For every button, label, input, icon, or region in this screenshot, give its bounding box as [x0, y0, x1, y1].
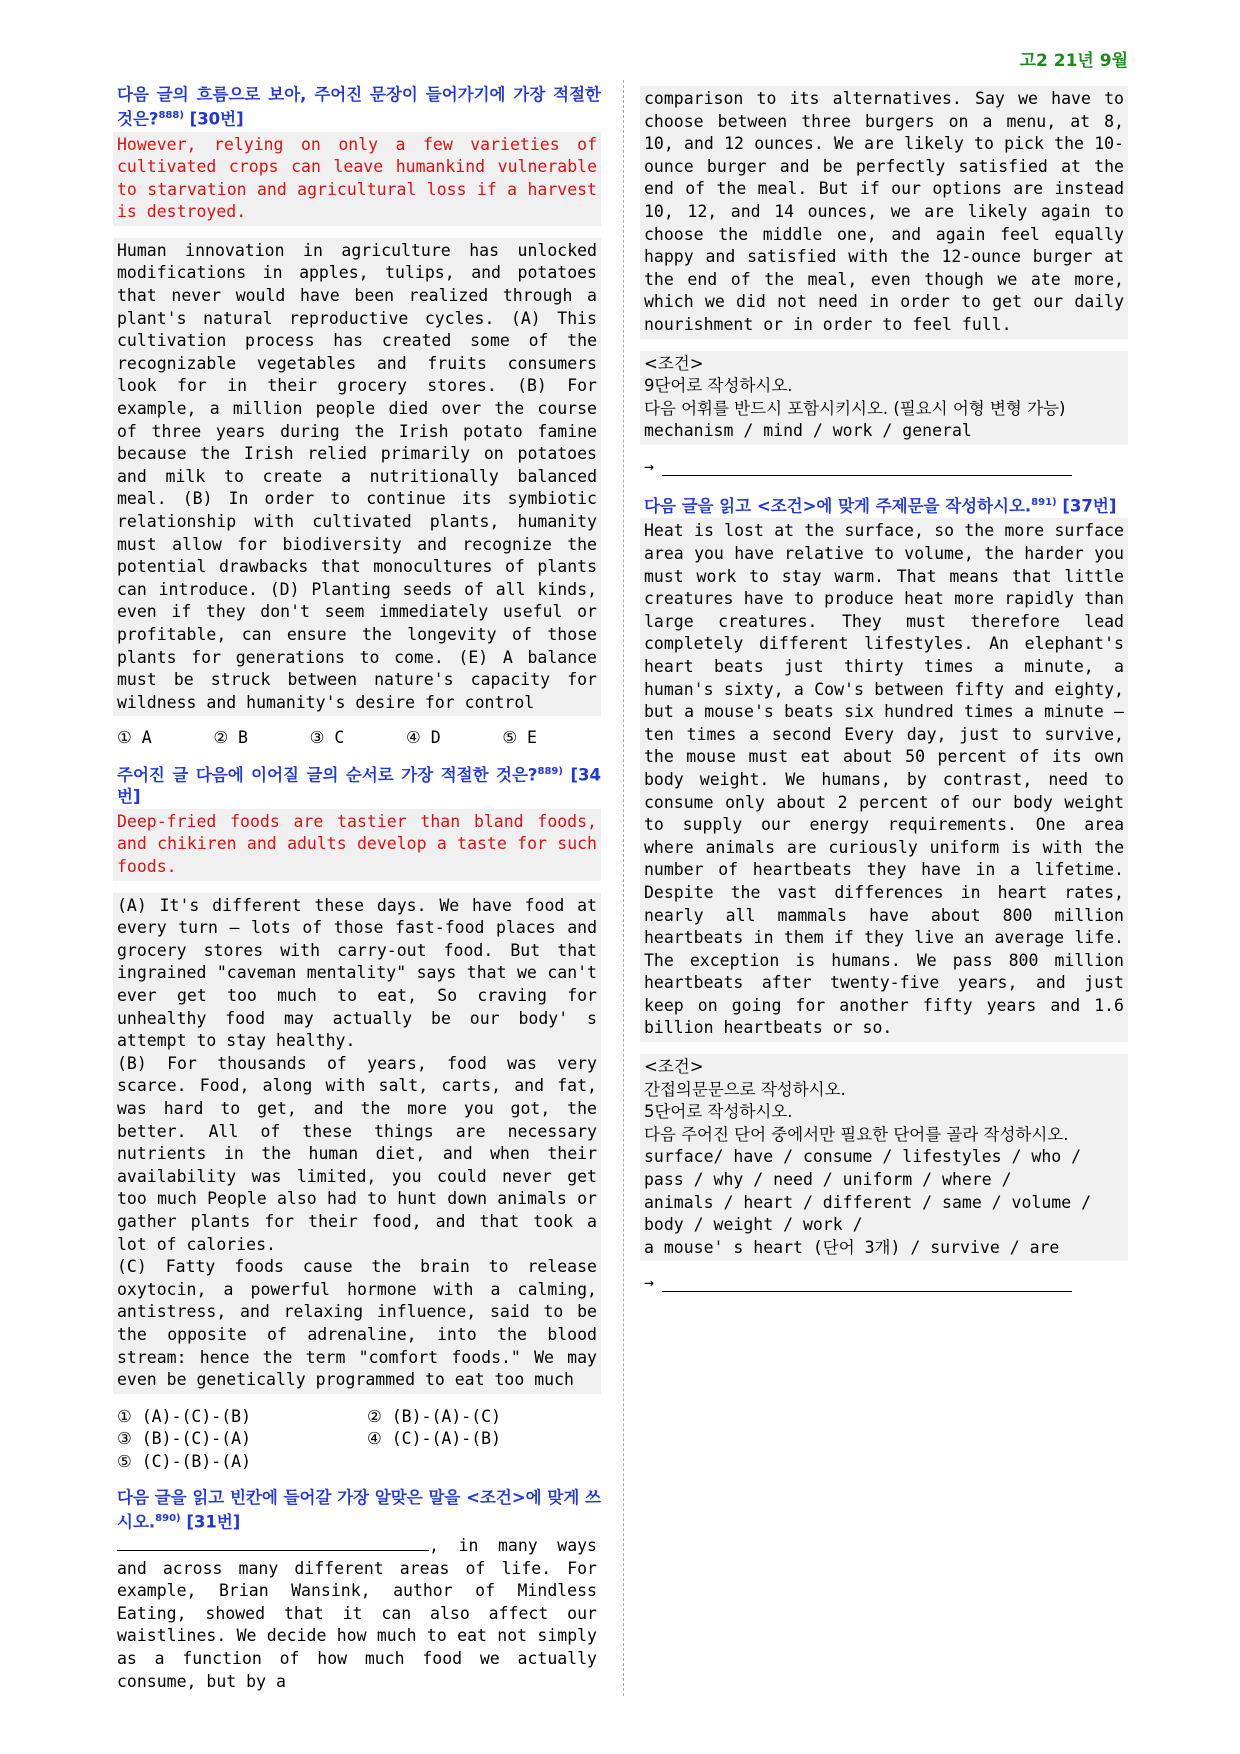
choice-2[interactable]: ② (B)-(A)-(C) [367, 1406, 501, 1426]
question-31-passage-continued: comparison to its alternatives. Say we have to choose between three burgers on a menu, at 8, 10, and 12 ounces. We are likely to pick the 10-ounce burger and be perfectly satisfied at the end of the meal. But if our options are instead 10, 12, and 14 ounces, we are likely again to choose the middle one, and again feel equally happy and satisfied with the 12-ounce burger at the end of the meal, even though we ate more, which we did not need in order to get our daily nourishment or in order to feel full. [640, 86, 1128, 339]
question-30-passage: Human innovation in agriculture has unlocked modifications in apples, tulips, and potatoes that never would have been realized through a plant's natural reproductive cycles. (A) This cultivation process has created some of the recognizable vegetables and fruits consumers look for in their grocery stores. (B) For example, a million people died over the course of three years during the Irish potato famine because the Irish relied primarily on potatoes and milk to create a nutritionally balanced meal. (B) In order to continue its symbiotic relationship with cultivated plants, humanity must allow for biodiversity and recognize the potential drawbacks that monocultures of plants can introduce. (D) Planting seeds of all kinds, even if they don't seem immediately useful or profitable, can ensure the longevity of those plants for generations to come. (E) A balance must be struck between nature's capacity for wildness and humanity's desire for control [113, 238, 601, 716]
question-31-answer[interactable] [644, 457, 1128, 476]
question-34-passage [113, 893, 601, 1394]
question-34-given-sentence: Deep-fried foods are tastier than bland foods, and chikiren and adults develop a taste for such foods. [113, 809, 601, 881]
conditions-title: <조건> [644, 1057, 704, 1077]
right-column [640, 86, 1128, 1304]
ref-number: 888) [158, 110, 184, 121]
question-31-passage-start: , in many ways and across many different areas of life. For example, Brian Wansink, author of Mindless Eating, showed that it can also affect our waistlines. We decide how much to eat not simply as a function of how much food we actually consume, but by a [117, 1535, 597, 1691]
choice-5[interactable]: ⑤ (C)-(B)-(A) [117, 1451, 251, 1471]
condition-3: 다음 주어진 단어 중에서만 필요한 단어를 골라 작성하시오. [644, 1124, 1069, 1144]
question-30-given-sentence: However, relying on only a few varieties of cultivated crops can leave humankind vulnerable to starvation and agricultural loss if a harvest is destroyed. [113, 132, 601, 226]
condition-2: 다음 어휘를 반드시 포함시키시오. (필요시 어형 변형 가능) [644, 398, 1066, 418]
question-34-choices [117, 1406, 601, 1474]
answer-line[interactable] [662, 1277, 1072, 1292]
passage-c: (C) Fatty foods cause the brain to release oxytocin, a powerful hormone with a calming, antistress, and relaxing influence, said to be the opposite of adrenaline, into the blood stream: hence the term "comfort foods." We may even be genetically programmed to eat too much [117, 1257, 597, 1390]
word-list-5: a mouse' s heart (단어 3개) / survive / are [644, 1237, 1060, 1257]
condition-2: 5단어로 작성하시오. [644, 1102, 793, 1122]
question-37-passage: Heat is lost at the surface, so the more surface area you have relative to volume, the harder you must work to stay warm. That means that little creatures have to produce heat more rapidly than large creatures. They must therefore lead completely different lifestyles. An elephant's heart beats just thirty times a minute, a human's sixty, a Cow's between fifty and eighty, but a mouse's beats six hundred times a minute — ten times a second Every day, just to survive, the mouse must eat about 50 percent of its own body weight. We humans, by contrast, need to consume only about 2 percent of our body weight to supply our energy requirements. One area where animals are curiously uniform is with the number of heartbeats they have in a lifetime. Despite the vast differences in heart rates, nearly all mammals have about 800 million heartbeats in them if they live an average life. The exception is humans. We pass 800 million heartbeats after twenty-five years, and just keep on going for another fifty years and 1.6 billion heartbeats or so. [640, 518, 1128, 1042]
choice-5[interactable]: ⑤ E [502, 728, 537, 748]
question-31-conditions [640, 351, 1128, 445]
answer-blank[interactable] [117, 1536, 429, 1551]
condition-1: 9단어로 작성하시오. [644, 376, 793, 396]
arrow-icon: → [644, 456, 654, 476]
word-list-4: body / weight / work / [644, 1215, 863, 1235]
choice-4[interactable]: ④ D [405, 728, 441, 748]
word-list-1: surface/ have / consume / lifestyles / who / [644, 1147, 1082, 1167]
word-list-2: pass / why / need / uniform / where / [644, 1170, 1012, 1190]
question-30-choices [117, 728, 537, 747]
conditions-title: <조건> [644, 353, 704, 373]
passage-a: (A) It's different these days. We have food at every turn — lots of those fast-food places and grocery stores with carry-out food. But that ingrained "caveman mentality" says that we can't ever get too much to eat, So craving for unhealthy food may actually be our body' s attempt to stay healthy. [117, 895, 597, 1051]
choice-3[interactable]: ③ (B)-(C)-(A) [117, 1429, 251, 1449]
choice-4[interactable]: ④ (C)-(A)-(B) [367, 1429, 501, 1449]
question-37-prompt: 다음 글을 읽고 <조건>에 맞게 주제문을 작성하시오.$^{891)}$ [37번] [644, 496, 1117, 516]
question-34-prompt: 주어진 글 다음에 이어질 글의 순서로 가장 적절한 것은?$^{889)}$ [34번] [117, 765, 602, 806]
column-divider [623, 80, 624, 1696]
question-37-conditions [640, 1054, 1128, 1261]
choice-2[interactable]: ② B [213, 728, 248, 748]
choice-1[interactable]: ① (A)-(C)-(B) [117, 1406, 251, 1426]
ref-number: 890) [155, 1513, 181, 1525]
question-31-prompt: 다음 글을 읽고 빈칸에 들어갈 가장 알맞은 말을 <조건>에 맞게 쓰시오.$^{890)}$ [31번] [117, 1488, 601, 1532]
question-37-answer[interactable] [644, 1273, 1128, 1292]
answer-line[interactable] [662, 461, 1072, 476]
ref-number: 891) [1031, 496, 1057, 508]
word-list-3: animals / heart / different / same / volume / [644, 1192, 1092, 1212]
condition-words: mechanism / mind / work / general [644, 421, 972, 441]
question-30-prompt: 다음 글의 흐름으로 보아, 주어진 문장이 들어가기에 가장 적절한 것은?$^{888)}$ [30번] [117, 85, 601, 129]
ref-number: 889) [537, 766, 563, 778]
choice-3[interactable]: ③ C [309, 728, 345, 748]
passage-b: (B) For thousands of years, food was very scarce. Food, along with salt, carts, and fat, was hard to get, and the more you got, the better. All of these things are necessary nutrients in the human diet, and when their availability was limited, you could never get too much People also had to hunt down animals or gather plants for their food, and that took a lot of calories. [117, 1053, 597, 1254]
page-header: 고2 21년 9월 [1019, 51, 1128, 71]
arrow-icon: → [644, 1273, 654, 1293]
left-column [113, 84, 601, 1693]
choice-1[interactable]: ① A [117, 728, 152, 748]
condition-1: 간접의문문으로 작성하시오. [644, 1079, 846, 1099]
